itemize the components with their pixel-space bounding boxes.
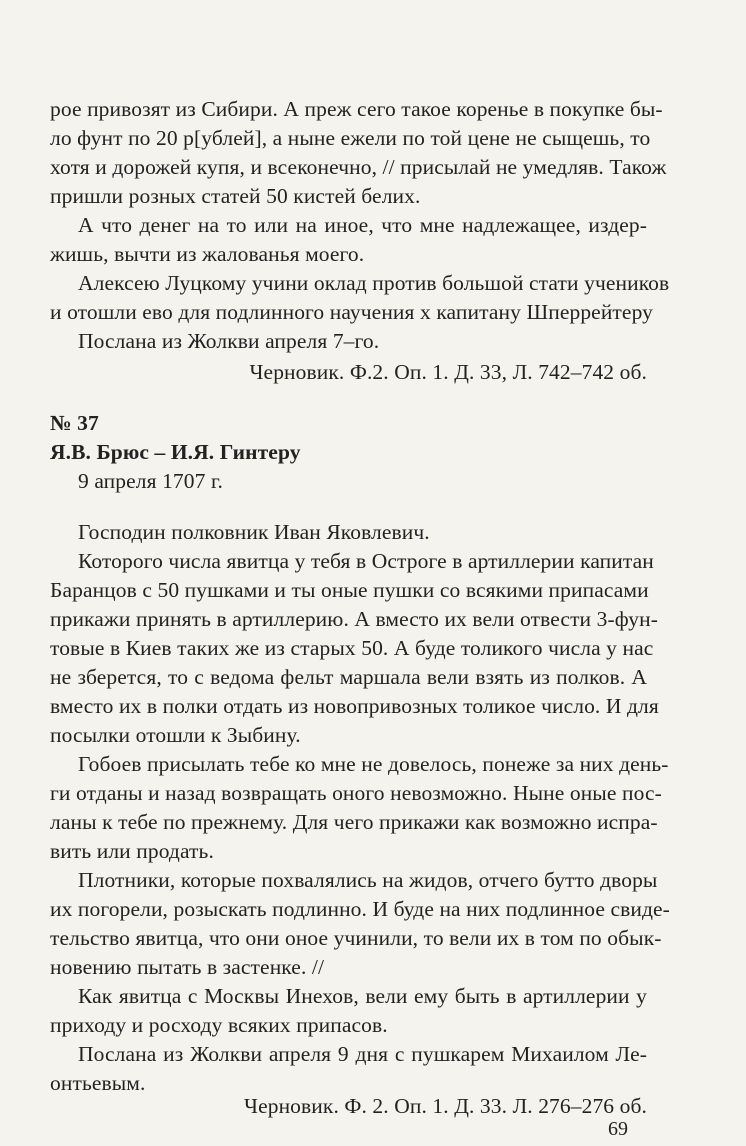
text-line: Гобоев присылать тебе ко мне не довелось, понеже за них день- bbox=[78, 752, 669, 776]
text-line: вить или продать. bbox=[50, 839, 214, 863]
text-line: ланы к тебе по прежнему. Для чего прикажи как возможно испра- bbox=[50, 810, 658, 834]
document-number: № 37 bbox=[50, 411, 99, 435]
text-line: Как явитца с Москвы Инехов, вели ему быть в артиллерии у bbox=[78, 984, 647, 1008]
text-line: онтьевым. bbox=[50, 1071, 146, 1095]
text-line: товые в Киев таких же из старых 50. А буде толикого числа у нас bbox=[50, 636, 654, 660]
text-line: рое привозят из Сибири. А преж сего такое коренье в покупке бы- bbox=[50, 97, 663, 121]
document-title: Я.В. Брюс – И.Я. Гинтеру bbox=[50, 440, 301, 464]
text-line: вместо их в полки отдать из новопривозных толикое число. И для bbox=[50, 694, 659, 718]
text-line: ло фунт по 20 р[ублей], а ныне ежели по той цене не сыщешь, то bbox=[50, 126, 651, 150]
text-line: жишь, вычти из жалованья моего. bbox=[50, 242, 365, 266]
text-line: Баранцов с 50 пушками и ты оные пушки со всякими припасами bbox=[50, 578, 649, 602]
text-line: тельство явитца, что они оное учинили, то вели их в том по обык- bbox=[50, 926, 662, 950]
text-line: ги отданы и назад возвращать оного невозможно. Ныне оные пос- bbox=[50, 781, 662, 805]
text-line: Плотники, которые похвалялись на жидов, отчего бутто дворы bbox=[78, 868, 658, 892]
source-reference: Черновик. Ф. 2. Оп. 1. Д. 33. Л. 276–276 об. bbox=[244, 1094, 647, 1118]
text-line: посылки отошли к Зыбину. bbox=[50, 723, 301, 747]
text-line: хотя и дорожей купя, и всеконечно, // присылай не умедляв. Також bbox=[50, 155, 667, 179]
text-line: пришли розных статей 50 кистей белих. bbox=[50, 184, 421, 208]
document-date: 9 апреля 1707 г. bbox=[78, 469, 223, 493]
salutation: Господин полковник Иван Яковлевич. bbox=[78, 520, 430, 544]
text-line: новению пытать в застенке. // bbox=[50, 955, 325, 979]
page-number: 69 bbox=[608, 1118, 628, 1140]
text-line: Которого числа явитца у тебя в Остроге в артиллерии капитан bbox=[78, 549, 654, 573]
text-line: и отошли ево для подлинного научения х капитану Шперрейтеру bbox=[50, 300, 653, 324]
source-reference: Черновик. Ф.2. Оп. 1. Д. 33, Л. 742–742 об. bbox=[249, 360, 647, 384]
text-line: приходу и росходу всяких припасов. bbox=[50, 1013, 388, 1037]
text-line: Послана из Жолкви апреля 7–го. bbox=[78, 329, 380, 353]
text-line: их погорели, розыскать подлинно. И буде на них подлинное свиде- bbox=[50, 897, 670, 921]
text-line: Алексею Луцкому учини оклад против большой стати учеников bbox=[78, 271, 670, 295]
text-line: прикажи принять в артиллерию. А вместо их вели отвести 3-фун- bbox=[50, 607, 658, 631]
text-line: не зберется, то с ведома фельт маршала вели взять из полков. А bbox=[50, 665, 647, 689]
text-line: А что денег на то или на иное, что мне надлежащее, издер- bbox=[78, 213, 647, 237]
text-line: Послана из Жолкви апреля 9 дня с пушкарем Михаилом Ле- bbox=[78, 1042, 647, 1066]
